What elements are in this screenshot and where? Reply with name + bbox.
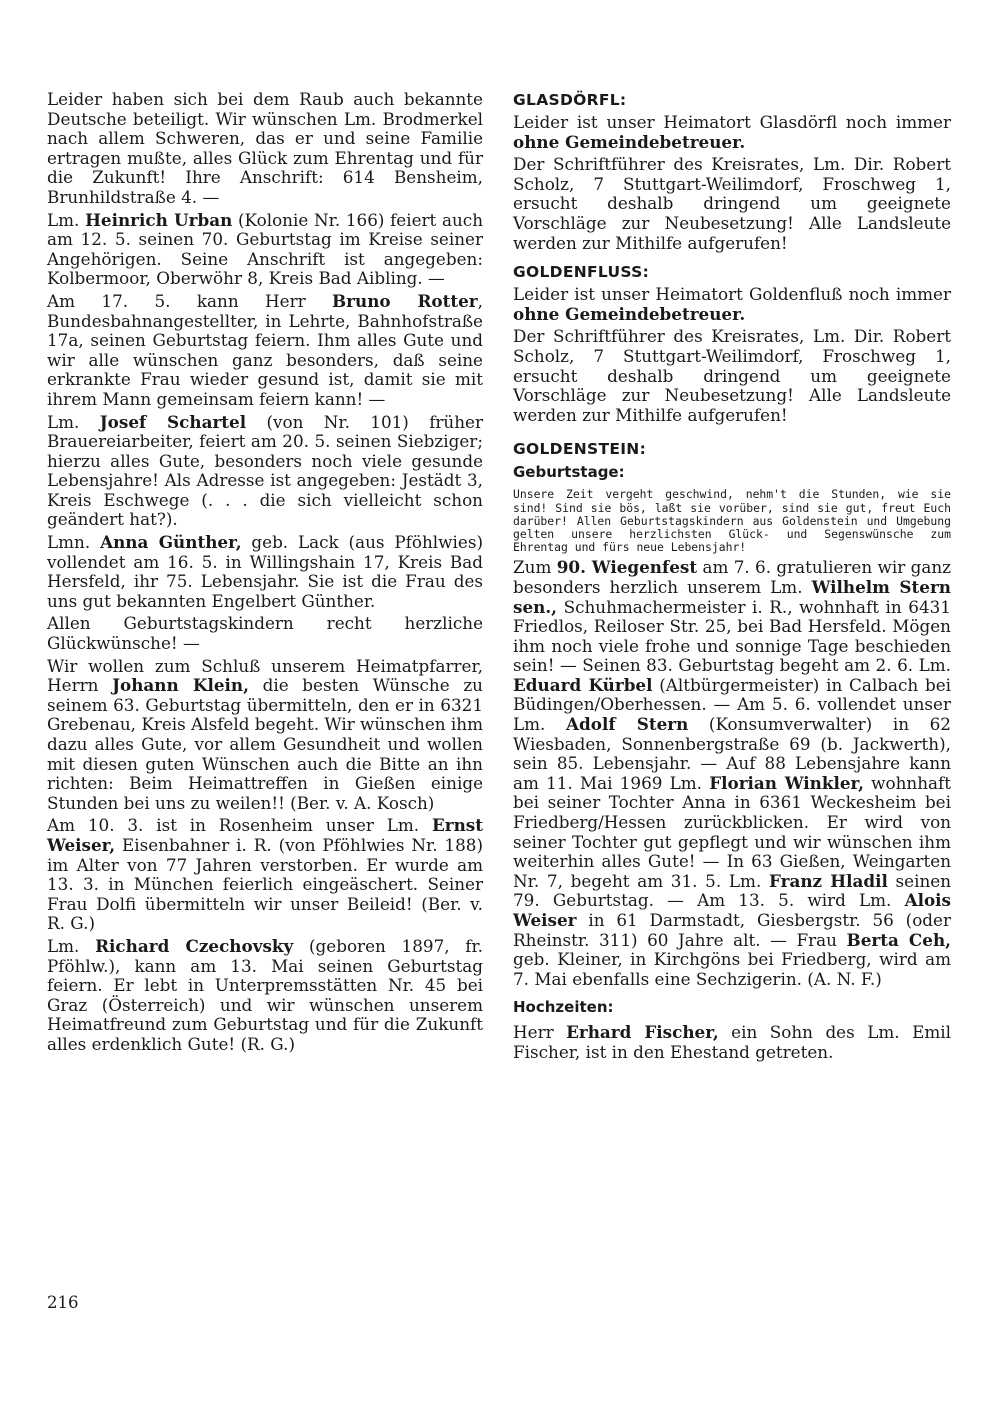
person-name: Eduard Kürbel: [513, 674, 653, 695]
poem-text: Unsere Zeit vergeht geschwind, nehm't die Stunden, wie sie sind! Sind sie bös, laßt sie vorüber, sind sie gut, freut Euch darüber! Allen Geburtstagskindern aus Goldenstein und Umgebung gelten unsere herzlichsten Glück- und Segenswünsche zum Ehrentag und fürs neue Lebensjahr!: [513, 487, 951, 555]
paragraph: Lmn. Anna Günther, geb. Lack (aus Pföhlwies) vollendet am 16. 5. in Willingshain 17, Kreis Bad Hersfeld, ihr 75. Lebensjahr. Sie ist die Frau des uns gut bekannten Engelbert Günther.: [47, 532, 483, 611]
person-name: Alois Weiser: [513, 890, 951, 931]
person-name: Wilhelm Stern sen.,: [513, 576, 951, 617]
emphasis: ohne Gemeindebetreuer.: [513, 303, 746, 324]
section-heading-goldenstein: GOLDENSTEIN:: [513, 440, 647, 459]
subheading-geburtstage: Geburtstage:: [513, 463, 625, 482]
page-number: 216: [47, 1293, 79, 1312]
person-name: Anna Günther,: [100, 532, 242, 553]
paragraph: Lm. Richard Czechovsky (geboren 1897, fr. Pföhlw.), kann am 13. Mai seinen Geburtstag feiern. Er lebt in Unterpremsstätten Nr. 45 bei Graz (Österreich) und wir wünschen unserem Heimatfreund zum Geburtstag und für die Zukunft alles erdenklich Gute! (R. G.): [47, 935, 484, 1054]
paragraph: Am 10. 3. ist in Rosenheim unser Lm. Ernst Weiser, Eisenbahner i. R. (von Pföhlwies Nr. 188) im Alter von 77 Jahren verstorben. Er wurde am 13. 3. in München feierlich eingeäschert. Seiner Frau Dolfi übermitteln wir unser Beileid! (Ber. v. R. G.): [47, 815, 483, 934]
paragraph: Lm. Josef Schartel (von Nr. 101) früher Brauereiarbeiter, feiert am 20. 5. seinen Siebziger; hierzu alles Gute, besonders noch viele gesunde Lebensjahre! Als Adresse ist angegeben: Jestädt 3, Kreis Eschwege (. . . die sich vielleicht schon geändert hat?).: [47, 411, 483, 530]
person-name: Berta Ceh,: [846, 929, 952, 950]
person-name: Johann Klein,: [112, 675, 249, 696]
emphasis: 90. Wiegenfest: [556, 557, 698, 578]
person-name: Bruno Rotter: [331, 290, 478, 311]
person-name: Franz Hladil: [768, 870, 888, 891]
emphasis: ohne Gemeindebetreuer.: [513, 131, 746, 152]
paragraph: Leider haben sich bei dem Raub auch bekannte Deutsche beteiligt. Wir wünschen Lm. Brodmerkel nach allem Schweren, das er und seine Familie ertragen mußte, alles Glück zum Ehrentag und für die Zukunft! Ihre Anschrift: 614 Bensheim, Brunhildstraße 4. —: [47, 89, 483, 207]
person-name: Josef Schartel: [99, 411, 247, 432]
paragraph: Leider ist unser Heimatort Glasdörfl noch immer ohne Gemeindebetreuer.: [513, 112, 951, 152]
person-name: Adolf Stern: [566, 714, 689, 735]
person-name: Heinrich Urban: [85, 209, 233, 230]
left-column: [47, 90, 483, 1058]
paragraph: Am 17. 5. kann Herr Bruno Rotter, Bundesbahnangestellter, in Lehrte, Bahnhofstraße 17a, seinen Geburtstag feiern. Ihm alles Gute und wir alle wünschen ganz besonders, daß seine erkrankte Frau wieder gesund ist, damit sie mit ihrem Mann gemeinsam feiern kann! —: [47, 290, 483, 409]
paragraph: Allen Geburtstagskindern recht herzliche Glückwünsche! —: [47, 613, 483, 654]
paragraph: Lm. Heinrich Urban (Kolonie Nr. 166) feiert auch am 12. 5. seinen 70. Geburtstag im Kreise seiner Angehörigen. Seine Anschrift ist angegeben: Kolbermoor, Oberwöhr 8, Kreis Bad Aibling. —: [47, 209, 483, 289]
section-heading-glasdoerfl: GLASDÖRFL:: [513, 91, 627, 109]
person-name: Florian Winkler,: [709, 772, 864, 793]
person-name: Erhard Fischer,: [566, 1022, 719, 1043]
person-name: Richard Czechovsky: [95, 935, 294, 956]
paragraph: Leider ist unser Heimatort Goldenfluß noch immer ohne Gemeindebetreuer.: [513, 284, 951, 324]
paragraph: Herr Erhard Fischer, ein Sohn des Lm. Emil Fischer, ist in den Ehestand getreten.: [513, 1022, 951, 1062]
paragraph: Wir wollen zum Schluß unserem Heimatpfarrer, Herrn Johann Klein, die besten Wünsche zu seinem 63. Geburtstag übermitteln, den er in 6321 Grebenau, Kreis Alsfeld begeht. Wir wünschen ihm dazu alles Gute, vor allem Gesundheit und wollen mit diesen guten Wünschen auch die Bitte an ihn richten: Beim Heimattreffen in Gießen einige Stunden bei uns zu weilen!! (Ber. v. A. Kosch): [47, 655, 484, 813]
paragraph: Zum 90. Wiegenfest am 7. 6. gratulieren wir ganz besonders herzlich unserem Lm. Wilhelm Stern sen., Schuhmachermeister i. R., wohnhaft in 6431 Friedlos, Reiloser Str. 25, bei Bad Hersfeld. Mögen ihm noch viele frohe und sonnige Tage beschieden sein! — Seinen 83. Geburtstag begeht am 2. 6. Lm. Eduard Kürbel (Altbürgermeister) in Calbach bei Büdingen/Oberhessen. — Am 5. 6. vollendet unser Lm. Adolf Stern (Konsumverwalter) in 62 Wiesbaden, Sonnenbergstraße 69 (b. Jackwerth), sein 85. Lebensjahr. — Auf 88 Lebensjahre kann am 11. Mai 1969 Lm. Florian Winkler, wohnhaft bei seiner Tochter Anna in 6361 Weckesheim bei Friedberg/Hessen zurückblicken. Er wird von seiner Tochter gut gepflegt und wir wünschen ihm weiterhin alles Gute! — In 63 Gießen, Weingarten Nr. 7, begeht am 31. 5. Lm. Franz Hladil seinen 79. Geburtstag. — Am 13. 5. wird Lm. Alois Weiser in 61 Darmstadt, Giesbergstr. 56 (oder Rheinstr. 311) 60 Jahre alt. — Frau Berta Ceh, geb. Kleiner, in Kirchgöns bei Friedberg, wird am 7. Mai ebenfalls eine Sechzigerin. (A. N. F.): [513, 557, 952, 989]
subheading-hochzeiten: Hochzeiten:: [513, 998, 614, 1017]
section-heading-goldenfluss: GOLDENFLUSS:: [513, 263, 650, 282]
person-name: Ernst Weiser,: [47, 815, 483, 855]
paragraph: Der Schriftführer des Kreisrates, Lm. Dir. Robert Scholz, 7 Stuttgart-Weilimdorf, Froschweg 1, ersucht deshalb dringend um geeignete Vorschläge zur Neubesetzung! Alle Landsleute werden zur Mithilfe aufgerufen!: [513, 326, 951, 425]
right-column: [513, 90, 951, 1066]
paragraph: Der Schriftführer des Kreisrates, Lm. Dir. Robert Scholz, 7 Stuttgart-Weilimdorf, Froschweg 1, ersucht deshalb dringend um geeignete Vorschläge zur Neubesetzung! Alle Landsleute werden zur Mithilfe aufgerufen!: [513, 154, 951, 253]
